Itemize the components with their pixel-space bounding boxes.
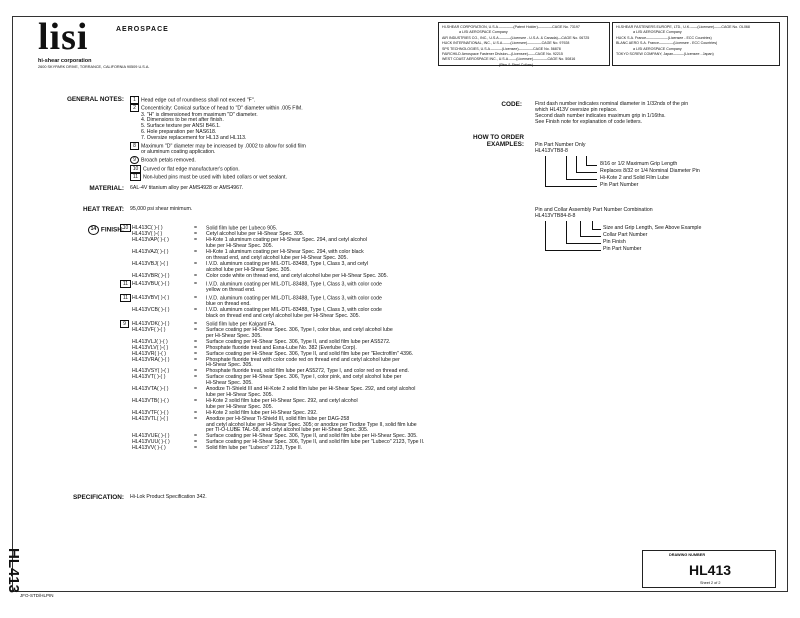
cage-line: HI-SHEAR CORPORATION, U.S.A.————(Patent Holder)————CAGE No. 73197	[442, 25, 580, 29]
callout-line	[545, 156, 597, 187]
finish-description: Phosphate fluoride treat, solid film lube per AS5272, Type I, and color red on thread end.	[206, 368, 409, 375]
code-line: Second dash number indicates maximum grip in 1/16ths.	[535, 112, 666, 119]
cage-line: BLANC AERO S.A. France————(Licensee - ECC Countries)	[616, 41, 718, 46]
finish-flag-note: 11	[120, 280, 131, 288]
example1-callout: Hi-Kote 2 and Solid Film Lube	[600, 175, 669, 181]
how-to-order-line1: HOW TO ORDER	[472, 134, 524, 141]
finish-row	[120, 294, 424, 302]
finish-code: HL413VT( )-( )	[132, 374, 166, 381]
how-to-order-line2: EXAMPLES:	[486, 141, 524, 148]
cage-line: FAIRCHILD Aerospace Fastener Division—(Licensee)——CAGE No. 92215	[442, 52, 563, 57]
finish-code: HL413VLJ( )-( )	[132, 338, 168, 345]
equals-sign: =	[194, 439, 198, 446]
cage-line: TOKYO SCREW COMPANY, Japan———(Licensee - Japan)	[616, 52, 714, 57]
finish-note-number: 14	[88, 225, 99, 235]
finish-description: Hi-Kote 1 aluminum coating per Hi-Shear Spec. 294, with color black	[206, 249, 364, 255]
note-text: Oversize replacement for HL13 and HL113.	[146, 135, 247, 142]
finish-code: HL413VBJ( )-( )	[132, 260, 169, 267]
finish-code: HL413VTL( )-( )	[132, 415, 169, 422]
finish-code: HL413VR( )-( )	[132, 350, 167, 357]
equals-sign: =	[194, 338, 198, 345]
note-text: "H" is dimensioned from maximum "D" diameter.	[146, 111, 258, 118]
note-number: 11	[130, 173, 141, 181]
finish-description: Hi-Kote 2 solid film lube per Hi-Shear Spec. 292, and cetyl alcohol	[206, 397, 358, 404]
equals-sign: =	[194, 327, 198, 333]
finish-flag-note: 10	[120, 224, 131, 232]
finish-code: HL413V( )-( )	[132, 231, 163, 238]
finish-code: HL413VCB( )-( )	[132, 306, 170, 313]
heat-treat-text: 95,000 psi shear minimum.	[130, 206, 193, 212]
code-label: CODE:	[501, 101, 522, 108]
note-item: 4. Dimensions to be met after finish.	[141, 117, 224, 124]
company-address: 2600 SKYPARK DRIVE, TORRANCE, CALIFORNIA 90509 U.S.A.	[38, 65, 150, 69]
finish-code: HL413VBU( )-( )	[132, 280, 170, 287]
title-block	[642, 550, 776, 588]
cage-line: SPS TECHNOLOGIES, U.S.A.———(Licensee)————CAGE No. 56878	[442, 46, 561, 51]
note-item	[130, 165, 306, 173]
finish-description: Hi-Kote 1 aluminum coating per Hi-Shear Spec. 294, and cetyl alcohol	[206, 237, 367, 244]
finish-description: Solid film lube per "Lubeco" 2123, Type II.	[206, 445, 303, 452]
note-text: Maximum "D" diameter may be increased by .0002 to allow for solid film	[141, 143, 306, 150]
material-label: MATERIAL:	[89, 185, 124, 192]
finish-flag-note: 9	[120, 320, 129, 328]
cage-line: (Pins & Steel Collars)	[499, 62, 534, 67]
finish-flag-cell	[120, 280, 132, 288]
equals-sign: =	[194, 344, 198, 351]
finish-description: I.V.D. aluminum coating per MIL-DTL-83488, Type I, Class 3, with color code	[206, 295, 382, 302]
finish-code: HL413C( )-( )	[132, 225, 163, 232]
example2-callout: Size and Grip Length, See Above Example	[603, 225, 702, 231]
finish-description: Hi-Kote 2 solid film lube per Hi-Shear Spec. 292.	[206, 409, 318, 416]
drawing-number-label: DRAWING NUMBER	[669, 553, 706, 557]
note-item	[130, 96, 306, 104]
finish-description: lube per Hi-Shear Spec. 305.	[206, 391, 273, 398]
equals-sign: =	[194, 356, 198, 363]
code-line: First dash number indicates nominal diameter in 1/32nds of the pin	[535, 101, 689, 107]
finish-description: Surface coating per Hi-Shear Spec. 306, Type II, and solid film lube per AS5272.	[206, 338, 391, 345]
example2-callout: Pin Part Number	[603, 246, 642, 252]
example1-callout: Replaces 8/32 or 1/4 Nominal Diameter Pin	[600, 168, 700, 174]
equals-sign: =	[194, 306, 198, 313]
note-number: 7	[141, 135, 144, 142]
note-text: Broach petals removed.	[141, 157, 196, 164]
equals-sign: =	[194, 386, 198, 393]
sheet-number: Sheet 2 of 2	[700, 581, 721, 585]
note-number: 9	[130, 156, 139, 164]
finish-code: HL413VAP( )-( )	[132, 237, 169, 244]
note-number: 5	[141, 123, 144, 130]
finish-description: Cetyl alcohol lube per Hi-Shear Spec. 305.	[206, 231, 305, 238]
finish-code: HL413VDK( )-( )	[132, 321, 170, 328]
note-item	[130, 156, 306, 164]
finish-code: HL413VTA( )-( )	[132, 386, 169, 393]
equals-sign: =	[194, 445, 198, 452]
finish-description: Surface coating per Hi-Shear Spec. 306, Type II, and solid film lube per Hi-Shear Spec. 305.	[206, 433, 418, 440]
cage-line: HUCK INTERNATIONAL, INC., U.S.A.——(Licensee)————CAGE No. 97928	[442, 41, 570, 46]
finish-description: Solid film lube per Lubeco 905.	[206, 225, 278, 232]
finish-description: alcohol lube per Hi-Shear Spec. 305.	[206, 266, 291, 273]
finish-code: HL413VLV( )-( )	[132, 344, 169, 351]
finish-code: HL413VSY( )-( )	[132, 368, 170, 375]
cage-line: a LISI AEROSPACE Company	[459, 30, 508, 35]
finish-row	[120, 274, 424, 280]
note-number: 1	[130, 96, 139, 104]
equals-sign: =	[194, 231, 198, 238]
note-text: Curved or flat edge manufacturer's option.	[143, 165, 240, 172]
note-item: 7. Oversize replacement for HL13 and HL113.	[141, 135, 247, 142]
note-number: 3	[141, 111, 144, 118]
finish-description: Phosphate fluoride treat and Esna-Lube No. 382 (Everlube Corp).	[206, 344, 357, 351]
finish-description: Surface coating per Hi-Shear Spec. 306, Type II, and solid film lube per "Lubeco" 2123, Type II.	[206, 439, 425, 446]
specification-label: SPECIFICATION:	[72, 494, 124, 501]
equals-sign: =	[194, 368, 198, 375]
example2-callout: Collar Part Number	[603, 232, 648, 238]
finish-label	[52, 225, 124, 235]
finish-code: HL413VAZ( )-( )	[132, 249, 169, 255]
general-notes-label: GENERAL NOTES:	[66, 96, 124, 103]
finish-description: per Hi-Shear Spec. 305.	[206, 332, 262, 339]
finish-description: I.V.D. aluminum coating per MIL-DTL-83488, Type I, Class 3, with color code	[206, 280, 382, 287]
finish-flag-note: 11	[120, 294, 131, 302]
finish-description: Hi-Shear Spec. 305.	[206, 362, 253, 369]
finish-description: Hi-Shear Spec. 305.	[206, 380, 253, 387]
finish-description: yellow on thread end.	[206, 286, 256, 293]
finish-description: Surface coating per Hi-Shear Spec. 306, Type II, and solid film lube per "Electrofilm" 4396.	[206, 350, 414, 357]
equals-sign: =	[194, 350, 198, 357]
note-text: Surface texture per ANSI B46.1.	[146, 123, 221, 130]
finish-description: black on thread end and cetyl alcohol lube per Hi-Shear Spec. 305.	[206, 312, 360, 319]
finish-code: HL413VUE( )-( )	[132, 433, 170, 440]
specification-text: Hi-Lok Product Specification 342.	[130, 494, 207, 500]
cage-line: HI-SHEAR FASTENERS EUROPE, LTD., U.K.——(Licensee)——CAGE No. OL068	[616, 25, 750, 29]
equals-sign: =	[194, 409, 198, 416]
note-text: Dimensions to be met after finish.	[146, 117, 224, 124]
equals-sign: =	[194, 249, 198, 255]
finish-description: Color code white on thread end, and cetyl alcohol lube per Hi-Shear Spec. 305.	[206, 272, 388, 279]
cage-line: AIR INDUSTRIES CO., INC., U.S.A.———(Licensee - U.S.A. & Canada)—CAGE No. 06725	[442, 35, 590, 40]
finish-code: HL413VRA( )-( )	[132, 356, 170, 363]
finish-code: HL413VBV( )-( )	[132, 295, 170, 302]
equals-sign: =	[194, 295, 198, 302]
code-line: See Finish note for explanation of code letters.	[535, 118, 642, 125]
general-notes-list	[130, 96, 306, 181]
note-number: 2	[130, 104, 139, 112]
finish-flag-cell	[120, 294, 132, 302]
cage-line: WEST COAST AEROSPACE INC., U.S.A.——(Licensee)————CAGE No. 50816	[442, 57, 576, 62]
equals-sign: =	[194, 415, 198, 422]
note-text: Hole preparation per NAS618.	[146, 129, 217, 136]
equals-sign: =	[194, 280, 198, 287]
note-number: 10	[130, 165, 141, 173]
logo-text: lisi	[38, 16, 89, 58]
side-drawing-number: HL413	[5, 548, 22, 594]
example2-callout: Pin Finish	[603, 239, 626, 245]
equals-sign: =	[194, 225, 198, 232]
note-item: 6. Hole preparation per NAS618.	[141, 129, 217, 136]
drawing-number: HL413	[689, 562, 732, 578]
finish-code: HL413VBR( )-( )	[132, 272, 170, 279]
finish-description: lube per Hi-Shear Spec. 305.	[206, 243, 273, 250]
example1-callout: 8/16 or 1/2 Maximum Grip Length	[600, 161, 678, 167]
note-number: 4	[141, 117, 144, 124]
note-text: Concentricity: Conical surface of head to "D" diameter within .005 FIM.	[141, 105, 303, 112]
equals-sign: =	[194, 272, 198, 279]
finish-code: HL413VTB( )-( )	[132, 397, 169, 404]
cage-line: HUCK S.A. France——————(Licensee - ECC Countries)	[616, 35, 712, 40]
cage-box-right	[612, 22, 780, 66]
note-item	[130, 173, 306, 181]
equals-sign: =	[194, 397, 198, 404]
cage-box-left	[438, 22, 610, 66]
finish-description: blue on thread end.	[206, 301, 251, 307]
cage-line: a LISI AEROSPACE Company	[633, 30, 682, 35]
finish-description: Anodize per Hi-Shear Ti-Shield III, solid film lube per DAG-258	[206, 415, 350, 422]
heat-treat-label: HEAT TREAT:	[83, 206, 124, 213]
lisi-logo	[38, 16, 169, 69]
equals-sign: =	[194, 237, 198, 244]
cage-line: a LISI AEROSPACE Company	[633, 46, 682, 51]
finish-description: Surface coating per Hi-Shear Spec. 306, Type I, color pink, and cetyl alcohol lube per	[206, 374, 402, 381]
logo-tag: AEROSPACE	[116, 26, 169, 33]
how-to-order-label	[440, 134, 524, 148]
finish-flag-cell	[120, 320, 132, 328]
example2-title: Pin and Collar Assembly Part Number Combination	[535, 207, 653, 213]
footer-code: JFO-STD/HLPIN	[20, 593, 54, 598]
material-text: 6AL-4V titanium alloy per AMS4928 or AMS4967.	[130, 185, 244, 191]
callout-line	[545, 221, 601, 251]
finish-flag-cell	[120, 224, 132, 232]
finish-description: I.V.D. aluminum coating per MIL-DTL-83488, Type I, Class 3, and cetyl	[206, 260, 369, 267]
note-text: or aluminum coating application.	[141, 149, 216, 156]
equals-sign: =	[194, 374, 198, 381]
finish-label-text: FINISH:	[100, 226, 124, 234]
finish-description: Anodize Ti-Shield III and Hi-Kote 2 solid film lube per Hi-Shear Spec. 292, and cetyl alcohol	[206, 386, 416, 393]
example2-part-number: HL413VTB84-8-8	[535, 213, 576, 219]
finish-description: Phosphate fluoride treat with color code red on thread end and cetyl alcohol lube per	[206, 356, 400, 363]
equals-sign: =	[194, 260, 198, 267]
finish-description: Solid film lube per Kalgard FA.	[206, 321, 276, 328]
note-number: 8	[130, 142, 139, 150]
equals-sign: =	[194, 321, 198, 328]
finish-description: per TI-O-LUBE TAL-58, and cetyl alcohol lube per Hi-Shear Spec. 305.	[206, 427, 369, 434]
company-name: hi-shear corporation	[38, 58, 92, 64]
example1-callout: Pin Part Number	[600, 182, 639, 188]
finish-description: I.V.D. aluminum coating per MIL-DTL-83488, Type I, Class 3, with color code	[206, 306, 382, 313]
note-item: 5. Surface texture per ANSI B46.1.	[141, 123, 221, 130]
finish-code: HL413VUU( )-( )	[132, 439, 170, 446]
side-drawing-number-wrap	[2, 548, 24, 594]
finish-description: Surface coating per Hi-Shear Spec. 306, Type I, color blue, and cetyl alcohol lube	[206, 327, 393, 333]
finish-list	[120, 224, 424, 452]
code-text	[535, 102, 688, 126]
note-item: 3. "H" is dimensioned from maximum "D" diameter.	[141, 111, 258, 118]
example1-part-number: HL413VTB8-8	[535, 148, 568, 154]
note-text: Head edge out of roundness shall not exceed "F".	[141, 97, 256, 104]
example1-title: Pin Part Number Only	[535, 142, 586, 148]
equals-sign: =	[194, 433, 198, 440]
finish-code: HL413VTF( )-( )	[132, 409, 169, 416]
note-number: 6	[141, 129, 144, 136]
code-line: which HL413V oversize pin replace.	[535, 106, 618, 113]
finish-row	[120, 280, 424, 288]
finish-code: HL413VV( )-( )	[132, 445, 166, 452]
finish-description: and cetyl alcohol lube per Hi-Shear Spec. 305; or anodize per Tiodize Type II, solid film lube	[206, 421, 417, 428]
finish-row	[120, 446, 424, 452]
finish-description: lube per Hi-Shear Spec. 305.	[206, 403, 273, 410]
note-text: Non-lubed pins must be used with lubed collars or wet sealant.	[143, 174, 287, 181]
finish-code: HL413VF( )-( )	[132, 327, 166, 333]
finish-description: on thread end, and cetyl alcohol lube per Hi-Shear Spec. 305.	[206, 254, 348, 261]
